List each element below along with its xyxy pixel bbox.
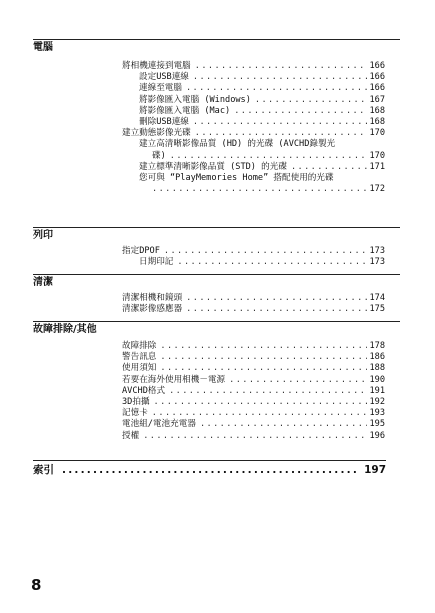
- toc-entry[interactable]: [122, 83, 385, 94]
- toc-entry-line2[interactable]: [122, 184, 385, 195]
- toc-entry-page: 167: [369, 94, 385, 105]
- toc-entry-title-continued: 碟): [152, 150, 166, 161]
- toc-entry-title: 記憶卡: [122, 408, 148, 419]
- toc-entry-title: 建立高清晰影像品質 (HD) 的光碟 (AVCHD錄製光: [139, 139, 336, 150]
- toc-entry-page: 166: [369, 83, 385, 94]
- toc-entry[interactable]: [122, 341, 385, 352]
- toc-entry[interactable]: [122, 95, 385, 106]
- toc-entry-title: 3D拍攝: [122, 397, 150, 408]
- toc-entry-title: 清潔影像感應器: [122, 304, 183, 315]
- toc-entry[interactable]: [122, 162, 385, 173]
- toc-entry-title: 故障排除: [122, 341, 157, 351]
- toc-entry[interactable]: [122, 117, 385, 128]
- toc-entry-page: 191: [369, 385, 385, 396]
- toc-entry[interactable]: [122, 293, 385, 304]
- dot-leader: [54, 464, 360, 477]
- toc-entry-page: 178: [369, 341, 385, 351]
- toc-entry-page: 186: [369, 352, 385, 363]
- toc-entry-title: 將影像匯入電腦 (Mac): [139, 105, 231, 116]
- toc-entry-page: 166: [369, 61, 385, 71]
- toc-entry[interactable]: [122, 375, 385, 386]
- toc-entry-page: 196: [369, 430, 385, 441]
- toc-entry-page: 188: [369, 363, 385, 374]
- toc-entry-title: 指定DPOF: [122, 246, 160, 256]
- toc-entry-page: 166: [369, 72, 385, 83]
- dot-leader: [160, 363, 367, 374]
- toc-entry-page: 172: [369, 184, 385, 195]
- dot-leader: [152, 184, 367, 195]
- toc-entry[interactable]: [122, 386, 385, 397]
- toc-entry-title: 清潔相機和鏡頭: [122, 293, 183, 303]
- dot-leader: [186, 83, 367, 94]
- dot-leader: [186, 304, 367, 315]
- toc-entry-page: 173: [369, 246, 385, 256]
- toc-entry-page: 170: [369, 128, 385, 139]
- section-heading-troubleshooting: 故障排除/其他: [33, 321, 400, 336]
- toc-entry-page: 171: [369, 161, 385, 172]
- toc-entry-title: 建立動態影像光碟: [122, 128, 191, 139]
- toc-entry-title: 若要在海外使用相機－電源: [122, 374, 226, 385]
- toc-entry-title: AVCHD格式: [122, 385, 166, 396]
- toc-entry-page: 173: [369, 257, 385, 268]
- toc-entry-title: 將相機連接到電腦: [122, 61, 191, 71]
- dot-leader: [160, 352, 367, 363]
- toc-entry[interactable]: [122, 304, 385, 315]
- index-page: 197: [364, 464, 386, 476]
- dot-leader: [160, 341, 367, 352]
- toc-entry-page: 190: [369, 374, 385, 385]
- toc-entry-title: 建立標準清晰影像品質 (STD) 的光碟: [139, 161, 287, 172]
- dot-leader: [195, 128, 368, 139]
- dot-leader: [234, 106, 367, 117]
- toc-entry-title: 電池組/電池充電器: [122, 419, 196, 430]
- toc-entry-title: 您可與 “PlayMemories Home” 搭配使用的光碟: [139, 173, 334, 184]
- dot-leader: [200, 419, 368, 430]
- index-label: 索引: [33, 464, 54, 476]
- toc-entry[interactable]: [122, 61, 385, 72]
- dot-leader: [229, 375, 367, 386]
- toc-entry[interactable]: [122, 408, 385, 419]
- toc-entry-title: 刪除USB連線: [139, 117, 189, 128]
- dot-leader: [169, 386, 367, 397]
- dot-leader: [195, 61, 368, 72]
- dot-leader: [255, 95, 368, 106]
- toc-group-computer: [122, 61, 385, 195]
- toc-entry-page: 193: [369, 408, 385, 419]
- toc-entry-page: 192: [369, 397, 385, 408]
- toc-entry[interactable]: [122, 106, 385, 117]
- toc-entry-line1[interactable]: [122, 139, 385, 150]
- toc-entry-title: 將影像匯入電腦 (Windows): [139, 94, 251, 105]
- toc-entry[interactable]: [122, 352, 385, 363]
- dot-leader: [177, 257, 367, 268]
- toc-entry[interactable]: [122, 72, 385, 83]
- toc-entry-page: 168: [369, 105, 385, 116]
- toc-entry[interactable]: [122, 246, 385, 257]
- toc-entry[interactable]: [122, 128, 385, 139]
- dot-leader: [170, 151, 368, 162]
- dot-leader: [193, 117, 368, 128]
- dot-leader: [193, 72, 368, 83]
- toc-group-print: [122, 246, 385, 268]
- toc-index-entry[interactable]: [33, 460, 386, 477]
- toc-entry-line2[interactable]: [122, 151, 385, 162]
- section-heading-print: 列印: [33, 227, 400, 242]
- toc-entry-page: 175: [369, 304, 385, 315]
- toc-entry-title: 連線至電腦: [139, 83, 182, 94]
- toc-entry-page: 195: [369, 419, 385, 430]
- section-heading-cleaning: 清潔: [33, 274, 400, 289]
- toc-entry[interactable]: [122, 431, 385, 442]
- toc-entry-title: 日期印記: [139, 257, 174, 268]
- toc-entry-page: 170: [369, 150, 385, 161]
- toc-group-cleaning: [122, 293, 385, 315]
- toc-entry[interactable]: [122, 363, 385, 374]
- dot-leader: [186, 293, 367, 304]
- toc-entry-title: 警告訊息: [122, 352, 157, 363]
- toc-entry-page: 174: [369, 293, 385, 303]
- toc-entry-title: 設定USB連線: [139, 72, 189, 83]
- toc-entry[interactable]: [122, 397, 385, 408]
- toc-entry-title: 使用須知: [122, 363, 157, 374]
- dot-leader: [164, 246, 368, 257]
- toc-group-troubleshooting: [122, 341, 385, 442]
- toc-entry-line1[interactable]: [122, 173, 385, 184]
- toc-entry-page: 168: [369, 117, 385, 128]
- toc-entry[interactable]: [122, 419, 385, 430]
- page-number: 8: [31, 576, 42, 594]
- toc-entry[interactable]: [122, 257, 385, 268]
- toc-entry-title: 授權: [122, 430, 140, 441]
- dot-leader: [152, 408, 368, 419]
- dot-leader: [143, 431, 367, 442]
- section-heading-computer: 電腦: [33, 39, 400, 54]
- dot-leader: [154, 397, 368, 408]
- dot-leader: [291, 162, 368, 173]
